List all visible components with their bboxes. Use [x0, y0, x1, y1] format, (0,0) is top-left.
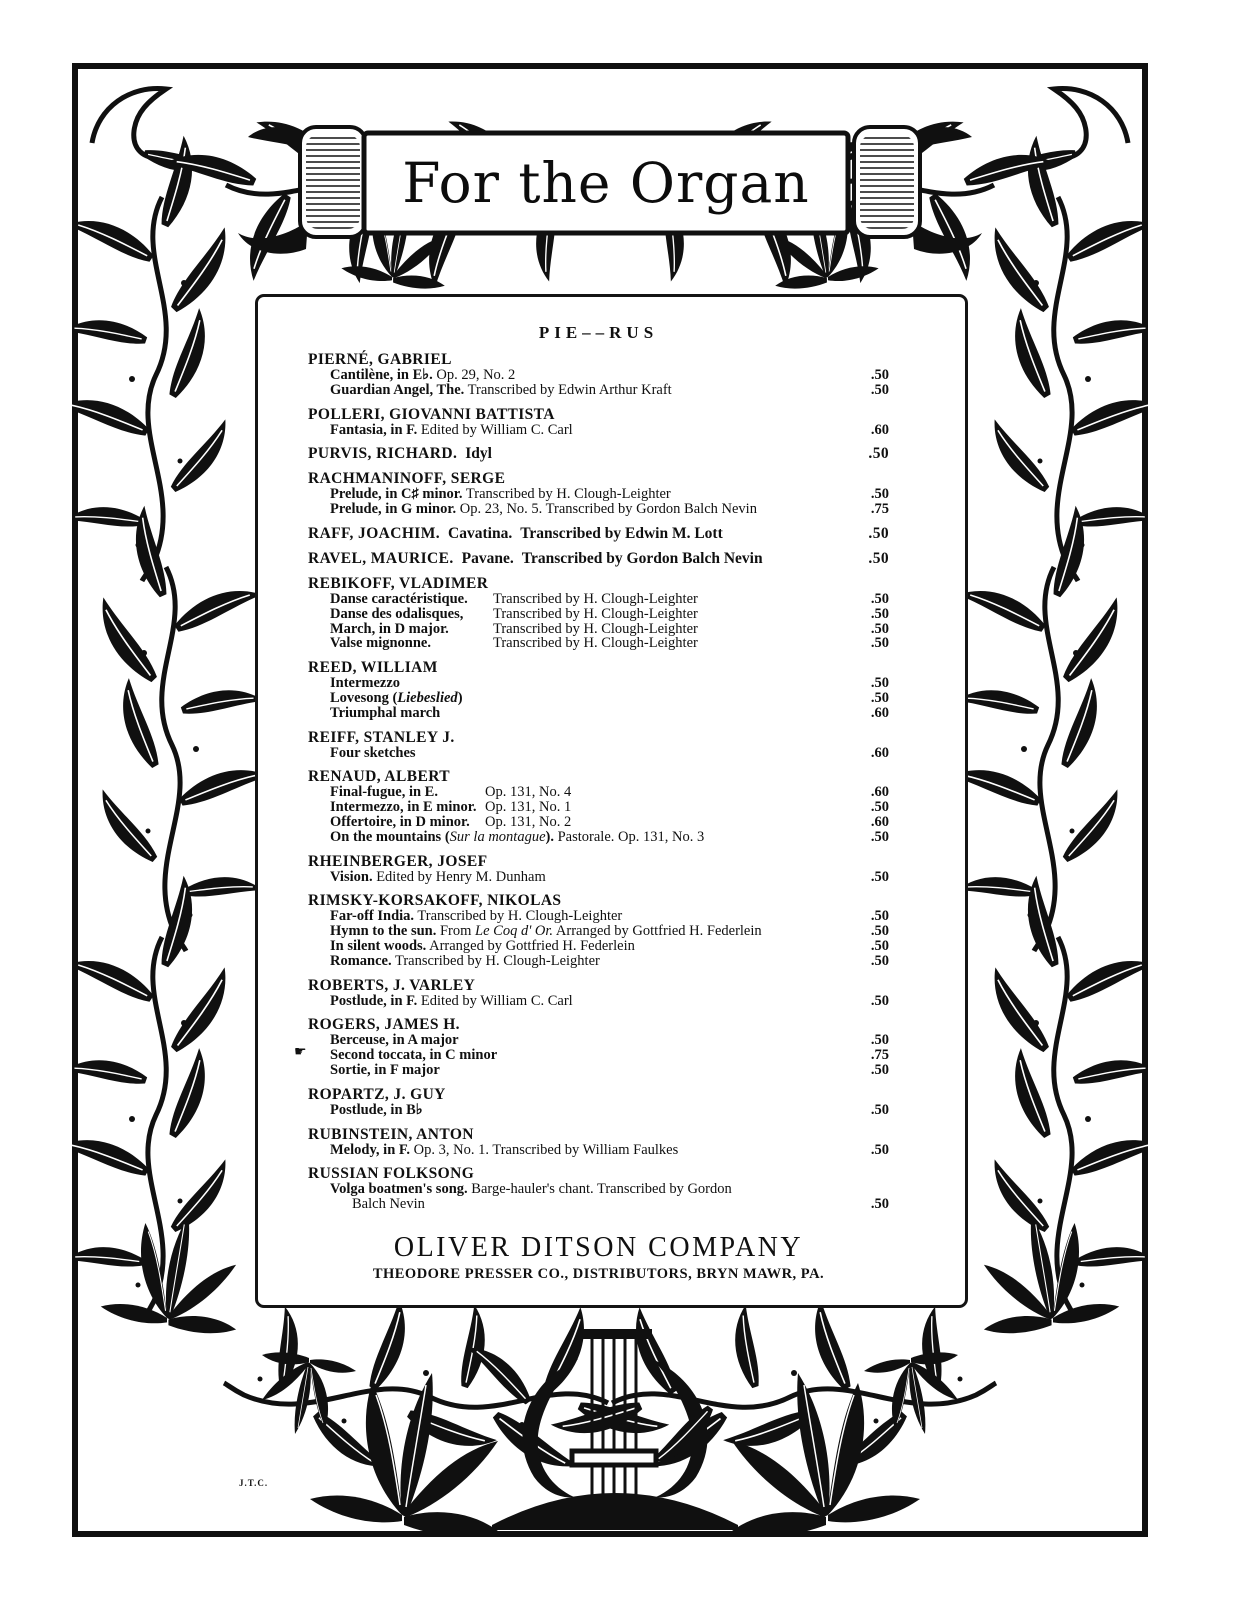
item-price: .50 [870, 937, 889, 954]
catalog-section [308, 1127, 889, 1158]
item-price: .50 [868, 549, 889, 567]
item-text-segment: Transcribed by H. Clough-Leighter [493, 620, 698, 637]
catalog-section [308, 1166, 889, 1212]
item-title [330, 1103, 843, 1118]
item-price: .50 [870, 620, 889, 637]
composer-line [308, 854, 889, 870]
item-price: .60 [870, 704, 889, 721]
catalog-section [308, 576, 889, 651]
item-title [330, 592, 843, 607]
item-text-segment: Far-off India. [330, 908, 415, 925]
item-title [330, 636, 843, 651]
item-price: .50 [870, 486, 889, 503]
item-text-segment: Postlude, in F. [330, 992, 418, 1009]
item-text-segment: Lovesong ( [330, 689, 398, 706]
item-price: .50 [870, 590, 889, 607]
item-price: .60 [870, 813, 889, 830]
item-text-segment: March, in D major. [330, 620, 449, 637]
item-title [330, 830, 843, 845]
item-text-segment: ) [457, 689, 463, 706]
item-price: .50 [870, 367, 889, 383]
catalog-item [308, 1103, 889, 1118]
item-title [330, 909, 843, 924]
item-text-segment: Liebeslied [397, 689, 458, 706]
composer-line [308, 1127, 889, 1143]
catalog-item [294, 1044, 889, 1064]
composer-name: REIFF, STANLEY J. [308, 728, 455, 746]
composer-line [308, 978, 889, 994]
item-text-segment: Transcribed by Edwin Arthur Kraft [464, 381, 672, 398]
item-title [330, 502, 843, 517]
item-text-segment: Melody, in F. [330, 1141, 411, 1158]
item-text-segment: Edited by William C. Carl [417, 992, 573, 1009]
item-text-segment: Edited by William C. Carl [417, 421, 573, 438]
composer-line [308, 893, 889, 909]
composer-line [308, 407, 889, 423]
item-text-segment: Transcribed by H. Clough-Leighter [462, 486, 671, 503]
composer-name: RUSSIAN FOLKSONG [308, 1165, 475, 1183]
composer-line [308, 352, 889, 368]
item-price: .50 [870, 381, 889, 398]
composer-row [308, 893, 889, 909]
catalog-section [308, 526, 889, 542]
item-text-segment: Intermezzo [330, 675, 401, 692]
catalog-item [308, 368, 889, 383]
item-title [330, 1143, 843, 1158]
item-text-segment: Le Coq d' Or. [475, 923, 554, 940]
composer-name: RENAUD, ALBERT [308, 768, 450, 786]
item-text-segment: Cantilène, in E♭. [330, 367, 433, 383]
catalog-item [308, 691, 889, 706]
catalog-sections [294, 351, 889, 1213]
item-text-segment: Sortie, in F major [330, 1061, 440, 1078]
item-text-segment: Op. 131, No. 2 [485, 813, 572, 830]
composer-row [308, 1087, 889, 1103]
item-price: .50 [870, 605, 889, 622]
item-price: .50 [870, 1101, 889, 1118]
item-price: .50 [870, 1032, 889, 1049]
item-text-segment: Prelude, in G minor. [330, 501, 457, 518]
item-text-segment: Fantasia, in F. [330, 421, 418, 438]
item-title [330, 994, 843, 1009]
item-text-segment: Valse mignonne. [330, 635, 431, 652]
item-text-segment: Second toccata, in C minor [330, 1047, 498, 1064]
catalog-section [308, 660, 889, 720]
item-price: .50 [870, 1061, 889, 1078]
item-text-segment: Transcribed by H. Clough-Leighter [414, 908, 623, 925]
item-text-segment: Guardian Angel, The. [330, 381, 465, 398]
item-text-segment: Cavatina. [448, 524, 513, 542]
catalog-item [308, 1033, 889, 1048]
catalog-item [308, 502, 889, 517]
item-price: .50 [870, 992, 889, 1009]
catalog-item [308, 954, 889, 969]
item-text-segment: Op. 131, No. 4 [485, 784, 572, 801]
composer-line [308, 526, 843, 542]
item-text-segment: Transcribed by H. Clough-Leighter [493, 590, 698, 607]
imprint-block [308, 1232, 889, 1283]
item-price: .50 [868, 445, 889, 463]
composer-name: RHEINBERGER, JOSEF [308, 852, 488, 870]
catalog-section [294, 1016, 889, 1078]
catalog-section [308, 769, 889, 844]
item-text-segment: On the mountains ( [330, 828, 450, 845]
item-title [330, 1182, 843, 1197]
item-text-segment: Volga boatmen's song. [330, 1181, 468, 1198]
catalog-section [308, 352, 889, 398]
composer-name: PURVIS, RICHARD. [308, 445, 458, 463]
catalog-item [308, 706, 889, 721]
item-title [330, 939, 843, 954]
catalog-item [308, 830, 889, 845]
catalog-item [308, 1143, 889, 1158]
composer-name: RACHMANINOFF, SERGE [308, 470, 506, 488]
catalog-item [308, 870, 889, 885]
composer-name: ROPARTZ, J. GUY [308, 1085, 446, 1103]
composer-row [308, 471, 889, 487]
catalog-item [308, 423, 889, 438]
item-text-segment: Transcribed by H. Clough-Leighter [493, 635, 698, 652]
composer-row [308, 446, 889, 462]
item-text-segment: From [436, 923, 476, 940]
item-price: .60 [870, 784, 889, 801]
item-text-segment: Edited by Henry M. Dunham [372, 868, 546, 885]
item-title [330, 1063, 843, 1078]
composer-name: REED, WILLIAM [308, 659, 438, 677]
composer-name: POLLERI, GIOVANNI BATTISTA [308, 405, 555, 423]
item-price: .50 [870, 828, 889, 845]
composer-line [308, 769, 889, 785]
composer-row [308, 978, 889, 994]
catalog-panel [255, 294, 968, 1308]
composer-row [308, 1017, 889, 1033]
item-text-segment: Op. 29, No. 2 [432, 367, 516, 383]
composer-name: RAVEL, MAURICE. [308, 549, 454, 567]
composer-row [308, 551, 889, 567]
item-text-segment: Intermezzo, in E minor. [330, 799, 477, 816]
catalog-item [308, 487, 889, 502]
composer-name: PIERNÉ, GABRIEL [308, 351, 452, 368]
item-price: .50 [870, 635, 889, 652]
item-text-segment: Arranged by Gottfried H. Federlein [426, 937, 635, 954]
composer-name: ROBERTS, J. VARLEY [308, 976, 476, 994]
composer-name: REBIKOFF, VLADIMER [308, 574, 489, 592]
composer-line [308, 730, 889, 746]
item-price: .50 [870, 868, 889, 885]
composer-line [308, 576, 889, 592]
item-title [330, 785, 843, 800]
item-title [330, 924, 843, 939]
catalog-item [308, 939, 889, 954]
item-title [330, 383, 843, 398]
item-title [330, 870, 843, 885]
catalog-range-header: PIE––RUS [538, 323, 659, 342]
item-price: .60 [870, 421, 889, 438]
item-text-segment: Danse des odalisques, [330, 605, 464, 622]
item-text-segment: In silent woods. [330, 937, 427, 954]
item-price: .50 [870, 923, 889, 940]
item-text-segment: Balch Nevin [352, 1196, 425, 1213]
item-title [330, 622, 843, 637]
catalog-item [308, 746, 889, 761]
item-text-segment: Pavane. [461, 549, 514, 567]
catalog-item [308, 1197, 889, 1212]
catalog-section [308, 407, 889, 438]
item-text-segment: Transcribed by H. Clough-Leighter [391, 952, 600, 969]
composer-row [308, 769, 889, 785]
catalog-item [308, 676, 889, 691]
catalog-section [308, 446, 889, 462]
composer-name: RUBINSTEIN, ANTON [308, 1125, 474, 1143]
item-text-segment: Postlude, in B♭ [330, 1101, 423, 1118]
item-text-segment: Vision. [330, 868, 373, 885]
item-title [330, 691, 843, 706]
manicule-icon: ☛ [294, 1044, 307, 1061]
item-text-segment: Transcribed by Edwin M. Lott [520, 524, 723, 542]
item-title [330, 487, 843, 502]
catalog-item [308, 1063, 889, 1078]
item-title [352, 1197, 843, 1212]
catalog-section [308, 730, 889, 761]
item-title [330, 954, 843, 969]
composer-row [308, 576, 889, 592]
distributor-line: THEODORE PRESSER CO., DISTRIBUTORS, BRYN MAWR, PA. [372, 1265, 825, 1282]
item-text-segment: Triumphal march [330, 704, 441, 721]
item-price: .50 [868, 524, 889, 542]
item-text-segment: Berceuse, in A major [330, 1032, 459, 1049]
item-price: .50 [870, 1141, 889, 1158]
composer-line [308, 551, 843, 567]
item-title [330, 815, 843, 830]
composer-row [308, 1166, 889, 1182]
catalog-item [308, 607, 889, 622]
item-price: .50 [870, 1196, 889, 1213]
item-text-segment: Transcribed by H. Clough-Leighter [493, 605, 698, 622]
catalog-section [308, 551, 889, 567]
composer-name: ROGERS, JAMES H. [308, 1016, 460, 1034]
item-text-segment: Romance. [330, 952, 392, 969]
item-text-segment: Prelude, in C♯ minor. [330, 486, 463, 503]
composer-line [308, 446, 843, 462]
composer-row [308, 660, 889, 676]
composer-line [308, 471, 889, 487]
item-title [330, 800, 843, 815]
composer-line [308, 660, 889, 676]
composer-line [308, 1166, 889, 1182]
item-text-segment: Sur la montague [449, 828, 546, 845]
catalog-item [308, 383, 889, 398]
item-price: .75 [870, 1047, 889, 1064]
item-text-segment: Four sketches [330, 744, 416, 761]
item-text-segment: Arranged by Gottfried H. Federlein [553, 923, 762, 940]
item-title [330, 1033, 843, 1048]
catalog-item [308, 994, 889, 1009]
item-text-segment: Op. 131, No. 1 [485, 799, 572, 816]
item-text-segment: Final-fugue, in E. [330, 784, 438, 801]
item-title [330, 746, 843, 761]
catalog-item [308, 785, 889, 800]
catalog-item [308, 622, 889, 637]
catalog-section [308, 854, 889, 885]
composer-row [308, 526, 889, 542]
item-title [330, 1048, 843, 1063]
item-text-segment: Pastorale. Op. 131, No. 3 [553, 828, 705, 845]
composer-line [308, 1087, 889, 1103]
catalog-section [308, 1087, 889, 1118]
item-title [330, 368, 843, 383]
item-text-segment: Op. 3, No. 1. Transcribed by William Faulkes [410, 1141, 679, 1158]
item-text-segment: Hymn to the sun. [330, 923, 437, 940]
item-text-segment: Transcribed by Gordon Balch Nevin [521, 549, 763, 567]
item-title [330, 423, 843, 438]
item-title [330, 706, 843, 721]
composer-row [308, 1127, 889, 1143]
item-text-segment: Idyl [465, 445, 492, 463]
composer-row [308, 352, 889, 368]
item-text-segment: Danse caractéristique. [330, 590, 468, 607]
item-price: .50 [870, 908, 889, 925]
item-price: .50 [870, 689, 889, 706]
item-price: .50 [870, 952, 889, 969]
item-text-segment: Offertoire, in D minor. [330, 813, 470, 830]
composer-row [308, 730, 889, 746]
item-title [330, 676, 843, 691]
composer-name: RIMSKY-KORSAKOFF, NIKOLAS [308, 892, 562, 910]
item-price: .75 [870, 501, 889, 518]
item-price: .60 [870, 744, 889, 761]
catalog-item [308, 800, 889, 815]
composer-name: RAFF, JOACHIM. [308, 524, 441, 542]
engraver-mark: J.T.C. [239, 1478, 269, 1488]
catalog-item [308, 909, 889, 924]
composer-row [308, 854, 889, 870]
item-text-segment: Op. 23, No. 5. Transcribed by Gordon Balch Nevin [456, 501, 757, 518]
catalog-section [308, 978, 889, 1009]
banner-title: For the Organ [402, 150, 810, 215]
catalog-item [308, 1182, 889, 1197]
catalog-item [308, 592, 889, 607]
publisher-name: OLIVER DITSON COMPANY [393, 1231, 804, 1263]
catalog-section [308, 471, 889, 517]
catalog-item [308, 815, 889, 830]
catalog-item [308, 636, 889, 651]
item-text-segment: ). [545, 828, 554, 845]
item-text-segment: Barge-hauler's chant. Transcribed by Gordon [467, 1181, 732, 1198]
catalog-section [308, 893, 889, 968]
item-price: .50 [870, 675, 889, 692]
composer-row [308, 407, 889, 423]
catalog-item [308, 924, 889, 939]
item-title [330, 607, 843, 622]
item-price: .50 [870, 799, 889, 816]
composer-line [308, 1017, 889, 1033]
